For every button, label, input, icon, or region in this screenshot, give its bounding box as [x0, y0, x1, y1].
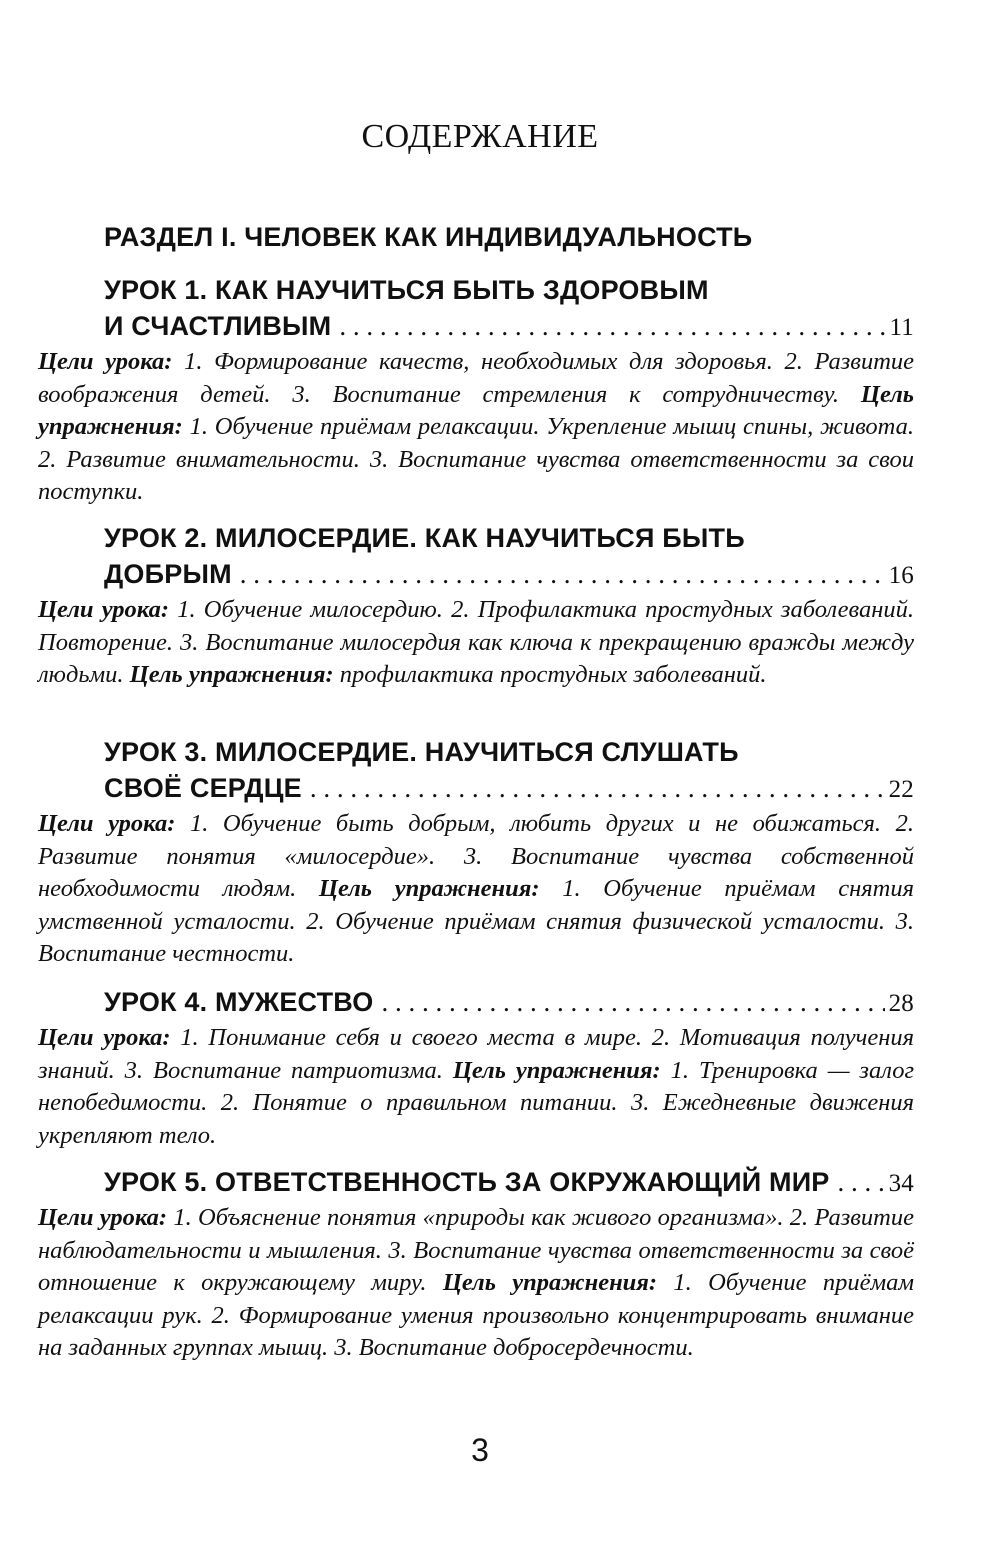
toc-line: [104, 308, 914, 346]
exercise-text: 1. Обучение приёмам релаксации. Укрепление мышц спины, живота. 2. Развитие внимательности. 3. Воспитание чувства ответственности за свои поступки.: [38, 413, 914, 505]
lesson-heading: [38, 984, 914, 1022]
page-number: 22: [888, 776, 914, 803]
lesson-title-line: УРОК 3. МИЛОСЕРДИЕ. НАУЧИТЬСЯ СЛУШАТЬ: [104, 737, 739, 767]
page-number: 28: [888, 990, 914, 1017]
toc-line: [104, 556, 914, 594]
lesson-description: [38, 808, 914, 971]
lesson-description: [38, 346, 914, 509]
lesson-title-line: УРОК 2. МИЛОСЕРДИЕ. КАК НАУЧИТЬСЯ БЫТЬ: [104, 523, 745, 553]
page-folio-number: 3: [471, 1432, 489, 1468]
lesson-heading: [38, 734, 914, 808]
toc-entry-lesson-1[interactable]: [38, 272, 914, 509]
lesson-description: [38, 594, 914, 692]
exercise-label: Цель упражнения:: [452, 1056, 661, 1084]
lesson-title-line: УРОК 4. МУЖЕСТВО: [104, 987, 374, 1017]
dot-leader: [339, 308, 885, 344]
goals-label: Цели урока:: [38, 1204, 168, 1231]
dot-leader: [382, 984, 885, 1020]
lesson-heading: [38, 272, 914, 346]
goals-text: 1. Обучение быть добрым, любить других и не обижаться. 2. Развитие понятия «милосердие». 3. Воспитание чувства собственной необходимости людям.: [38, 810, 915, 902]
lesson-title-line: ДОБРЫМ: [104, 559, 232, 589]
toc-entry-lesson-3[interactable]: [38, 734, 914, 971]
goals-label: Цели урока:: [38, 596, 169, 623]
dot-leader: [240, 556, 885, 592]
toc-entry-lesson-5[interactable]: [38, 1164, 914, 1365]
lesson-title-line: И СЧАСТЛИВЫМ: [104, 311, 332, 341]
exercise-label: Цель упражнения:: [442, 1269, 658, 1296]
toc-line: [104, 770, 914, 808]
goals-text: 1. Понимание себя и своего места в мире. 2. Мотивация получения знаний. 3. Воспитание патриотизма.: [38, 1024, 915, 1084]
exercise-label: Цель упражнения:: [129, 661, 334, 688]
goals-text: 1. Формирование качеств, необходимых для здоровья. 2. Развитие воображения детей. 3. Воспитание стремления к сотрудничеству.: [38, 348, 915, 408]
goals-label: Цели урока:: [38, 348, 173, 375]
exercise-text: 1. Обучение приёмам релаксации рук. 2. Формирование умения произвольно концентрировать внимание на заданных группах мышц. 3. Воспитание добросердечности.: [38, 1269, 915, 1361]
page-number: 11: [889, 314, 914, 341]
page-number: 34: [888, 1170, 914, 1197]
page-number: 16: [888, 562, 914, 589]
lesson-title-line: УРОК 5. ОТВЕТСТВЕННОСТЬ ЗА ОКРУЖАЮЩИЙ МИР: [104, 1167, 830, 1197]
lesson-heading: [38, 520, 914, 594]
dot-leader: [838, 1164, 885, 1200]
exercise-text: профилактика простудных заболеваний.: [339, 661, 767, 688]
goals-label: Цели урока:: [38, 1024, 171, 1051]
page-title: СОДЕРЖАНИЕ: [361, 118, 599, 155]
dot-leader: [310, 770, 885, 806]
goals-text: 1. Обучение милосердию. 2. Профилактика простудных заболеваний. Повторение. 3. Воспитание милосердия как ключа к прекращению вражды между людьми.: [38, 596, 915, 688]
toc-entry-lesson-2[interactable]: [38, 520, 914, 692]
exercise-text: 1. Обучение приёмам снятия умственной усталости. 2. Обучение приёмам снятия физической усталости. 3. Воспитание честности.: [38, 875, 914, 967]
toc-entry-lesson-4[interactable]: [38, 984, 914, 1152]
lesson-title-line: УРОК 1. КАК НАУЧИТЬСЯ БЫТЬ ЗДОРОВЫМ: [104, 275, 709, 305]
toc-line: [104, 984, 914, 1022]
section-heading: РАЗДЕЛ I. ЧЕЛОВЕК КАК ИНДИВИДУАЛЬНОСТЬ: [104, 222, 753, 252]
lesson-heading: [38, 1164, 914, 1202]
exercise-label: Цель упражнения:: [38, 380, 914, 440]
exercise-label: Цель упражнения:: [318, 875, 540, 902]
lesson-description: [38, 1022, 914, 1152]
lesson-title-line: СВОЁ СЕРДЦЕ: [104, 773, 302, 803]
goals-text: 1. Объяснение понятия «природы как живого организма». 2. Развитие наблюдательности и мышления. 3. Воспитание чувства ответственности за своё отношение к окружающему миру.: [38, 1204, 914, 1296]
lesson-description: [38, 1202, 914, 1365]
exercise-text: 1. Тренировка — залог непобедимости. 2. Понятие о правильном питании. 3. Ежедневные движения укрепляют тело.: [38, 1056, 915, 1149]
goals-label: Цели урока:: [38, 810, 176, 837]
toc-line: [104, 1164, 914, 1202]
